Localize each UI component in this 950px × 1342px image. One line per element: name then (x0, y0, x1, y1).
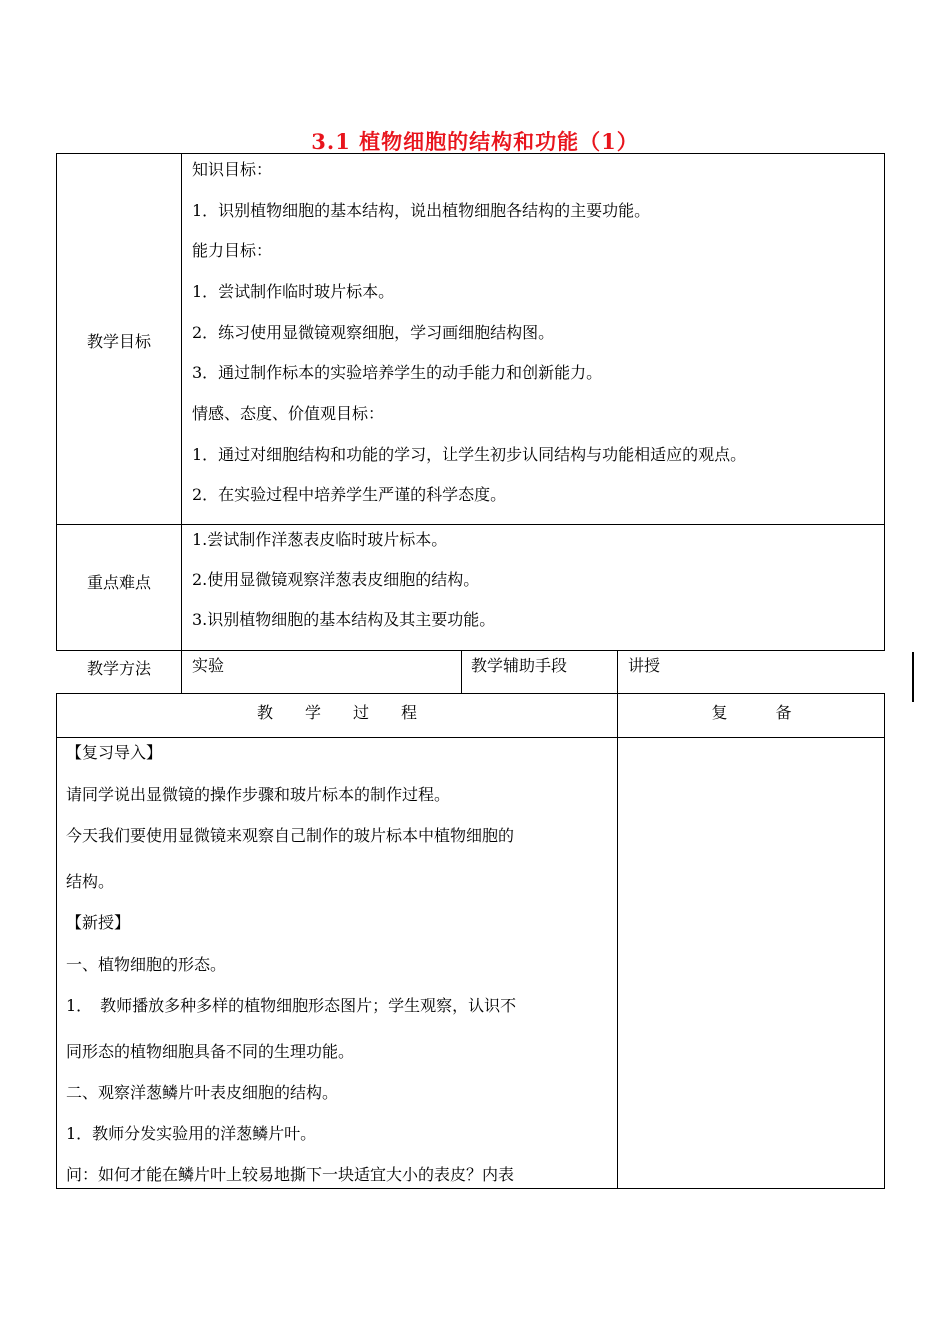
process-line: 1． 教师播放多种多样的植物细胞形态图片；学生观察，认识不 (66, 996, 517, 1015)
process-line: 结构。 (66, 872, 115, 891)
method-divider-3 (617, 651, 618, 694)
objectives-line: 能力目标： (192, 241, 273, 260)
objectives-line: 情感、态度、价值观目标： (192, 404, 385, 423)
method-value: 实验 (192, 656, 225, 675)
keypoints-line: 2.使用显微镜观察洋葱表皮细胞的结构。 (192, 570, 480, 589)
process-line: 二、观察洋葱鳞片叶表皮细胞的结构。 (66, 1083, 339, 1102)
objectives-line: 知识目标： (192, 160, 273, 179)
objectives-line: 2．在实验过程中培养学生严谨的科学态度。 (192, 485, 507, 504)
page-title: 3.1 植物细胞的结构和功能（1） (311, 129, 639, 154)
process-line: 一、植物细胞的形态。 (66, 955, 227, 974)
method-divider-1 (181, 651, 182, 694)
process-body-divider (617, 737, 618, 1189)
process-line: 同形态的植物细胞具备不同的生理功能。 (66, 1042, 355, 1061)
process-header: 教 学 过 程 (256, 703, 417, 722)
keypoints-line: 1.尝试制作洋葱表皮临时玻片标本。 (192, 530, 448, 549)
keypoints-line: 3.识别植物细胞的基本结构及其主要功能。 (192, 610, 496, 629)
margin-mark (912, 652, 914, 702)
aid-label: 教学辅助手段 (471, 656, 568, 675)
aid-value: 讲授 (628, 656, 661, 675)
method-label: 教学方法 (86, 659, 151, 678)
objectives-line: 3．通过制作标本的实验培养学生的动手能力和创新能力。 (192, 363, 603, 382)
objectives-line: 1．尝试制作临时玻片标本。 (192, 282, 395, 301)
keypoints-label: 重点难点 (86, 573, 151, 592)
method-divider-2 (461, 651, 462, 694)
process-line: 问：如何才能在鳞片叶上较易地撕下一块适宜大小的表皮？内表 (66, 1165, 515, 1184)
process-line: 【新授】 (66, 913, 131, 932)
process-line: 请同学说出显微镜的操作步骤和玻片标本的制作过程。 (66, 785, 451, 804)
notes-header: 复 备 (711, 703, 792, 722)
process-line: 【复习导入】 (66, 743, 163, 762)
objectives-line: 1．识别植物细胞的基本结构，说出植物细胞各结构的主要功能。 (192, 201, 651, 220)
objectives-label: 教学目标 (86, 332, 151, 351)
process-line: 今天我们要使用显微镜来观察自己制作的玻片标本中植物细胞的 (66, 826, 515, 845)
process-line: 1．教师分发实验用的洋葱鳞片叶。 (66, 1124, 317, 1143)
objectives-line: 2．练习使用显微镜观察细胞，学习画细胞结构图。 (192, 323, 555, 342)
objectives-line: 1．通过对细胞结构和功能的学习，让学生初步认同结构与功能相适应的观点。 (192, 445, 747, 464)
